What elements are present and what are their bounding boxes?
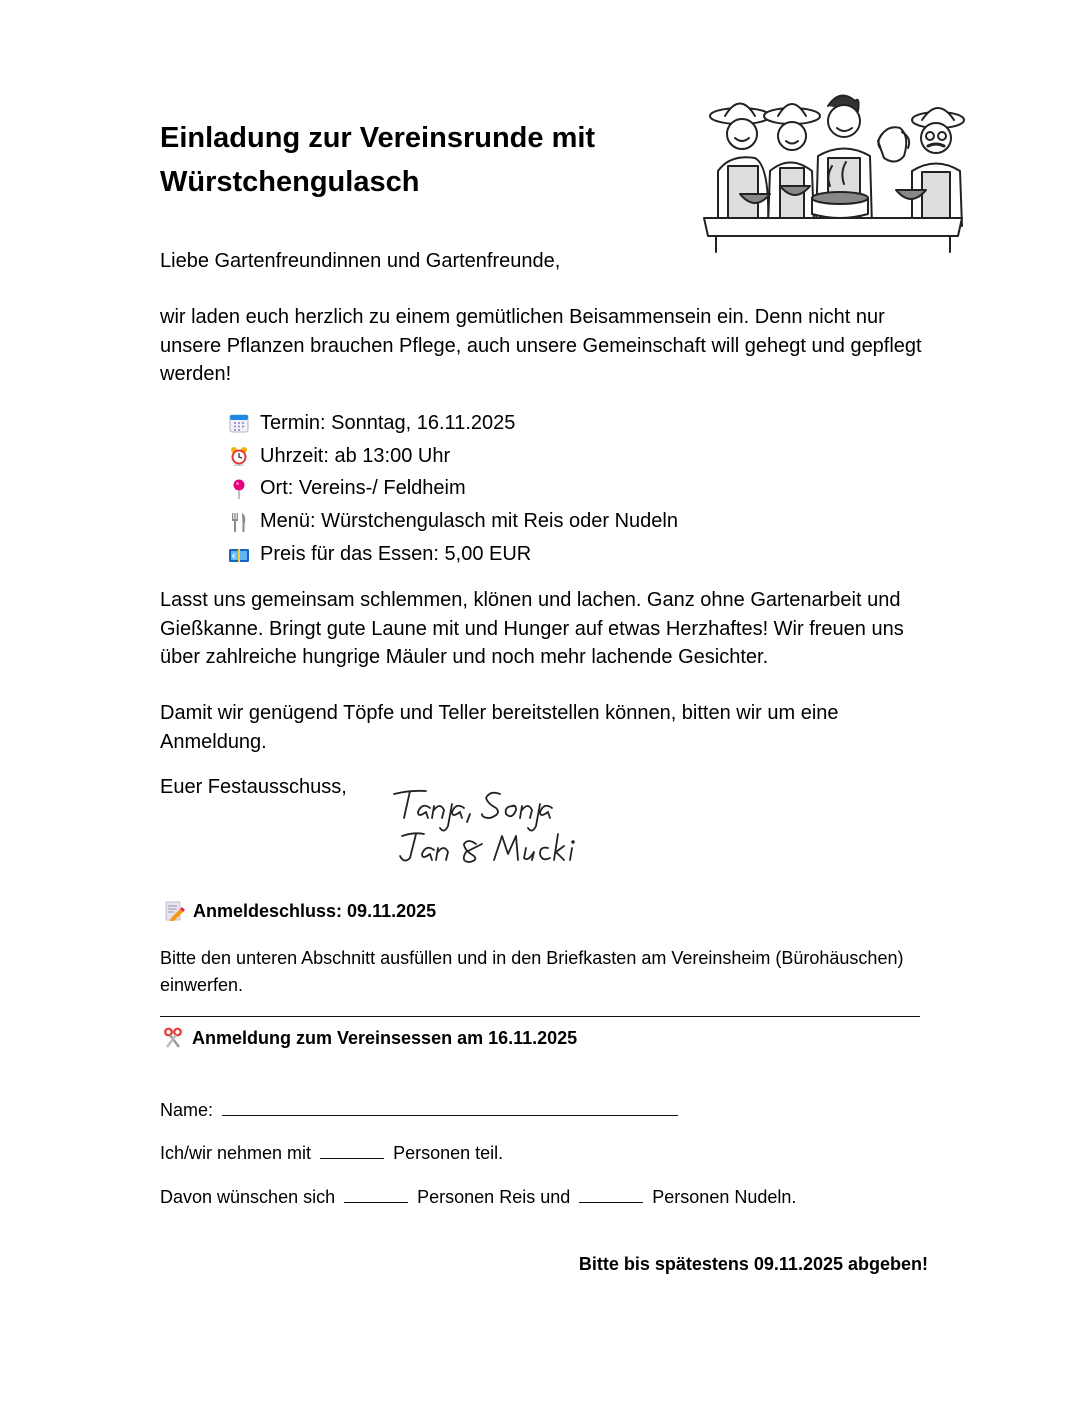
pushpin-icon [228, 478, 250, 500]
deadline-heading [163, 900, 436, 922]
deadline-instructions: Bitte den unteren Abschnitt ausfüllen und in den Briefkasten am Vereinsheim (Bürohäuschen) einwerfen. [160, 948, 904, 995]
detail-text: Ort: Vereins-/ Feldheim [260, 477, 466, 500]
deadline-label: Anmeldeschluss: 09.11.2025 [193, 900, 437, 921]
detail-menu [228, 505, 678, 538]
participants-suffix: Personen teil. [393, 1143, 504, 1163]
meal-choice-row [160, 1184, 796, 1210]
handwritten-signature [390, 782, 600, 868]
submission-deadline-footer: Bitte bis spätestens 09.11.2025 abgeben! [578, 1254, 928, 1274]
gardeners-cooking-illustration [700, 86, 966, 256]
participants-count-field[interactable] [320, 1140, 384, 1159]
participants-row [160, 1140, 503, 1166]
page-title: Einladung zur Vereinsrunde mit Würstchengulasch [160, 122, 596, 198]
closing: Euer Festausschuss, [160, 776, 347, 798]
detail-text: Preis für das Essen: 5,00 EUR [260, 543, 532, 566]
form-title: Anmeldung zum Vereinsessen am 16.11.2025 [192, 1027, 578, 1048]
intro-paragraph: wir laden euch herzlich zu einem gemütlichen Beisammensein ein. Denn nicht nur unsere Pflanzen brauchen Pflege, auch unsere Gemeinschaft will gehegt und gepflegt werden! [160, 306, 922, 385]
choice-prefix: Davon wünschen sich [160, 1187, 336, 1207]
noodles-count-field[interactable] [579, 1184, 643, 1203]
form-heading [162, 1027, 577, 1049]
name-field[interactable] [222, 1097, 678, 1116]
name-label: Name: [160, 1100, 214, 1120]
detail-date [228, 407, 678, 440]
body-paragraph: Lasst uns gemeinsam schlemmen, klönen und lachen. Ganz ohne Gartenarbeit und Gießkanne. Bringt gute Laune mit und Hunger auf etwas Herzhaftes! Wir freuen uns über zahlreiche hungrige Mäuler und noch mehr lachende Gesichter. [160, 589, 904, 668]
detail-text: Termin: Sonntag, 16.11.2025 [260, 411, 516, 434]
choice-suffix: Personen Nudeln. [652, 1187, 797, 1207]
detail-text: Menü: Würstchengulasch mit Reis oder Nudeln [260, 510, 678, 533]
event-details-list [228, 407, 678, 571]
detail-time [228, 440, 678, 473]
rice-count-field[interactable] [344, 1184, 408, 1203]
choice-middle: Personen Reis und [417, 1187, 571, 1207]
cut-line-divider [160, 1016, 920, 1017]
detail-price [228, 538, 678, 571]
detail-location [228, 473, 678, 506]
memo-icon [163, 900, 185, 922]
alarm-clock-icon [228, 445, 250, 467]
fork-knife-icon [228, 511, 250, 533]
name-field-row [160, 1097, 682, 1123]
participants-prefix: Ich/wir nehmen mit [160, 1143, 312, 1163]
euro-banknote-icon [228, 544, 250, 566]
greeting: Liebe Gartenfreundinnen und Gartenfreunde, [160, 250, 561, 272]
svg-text:€: € [232, 552, 237, 561]
registration-request: Damit wir genügend Töpfe und Teller bereitstellen können, bitten wir um eine Anmeldung. [160, 702, 839, 753]
calendar-icon [228, 412, 250, 434]
detail-text: Uhrzeit: ab 13:00 Uhr [260, 444, 451, 467]
scissors-icon [162, 1027, 184, 1049]
